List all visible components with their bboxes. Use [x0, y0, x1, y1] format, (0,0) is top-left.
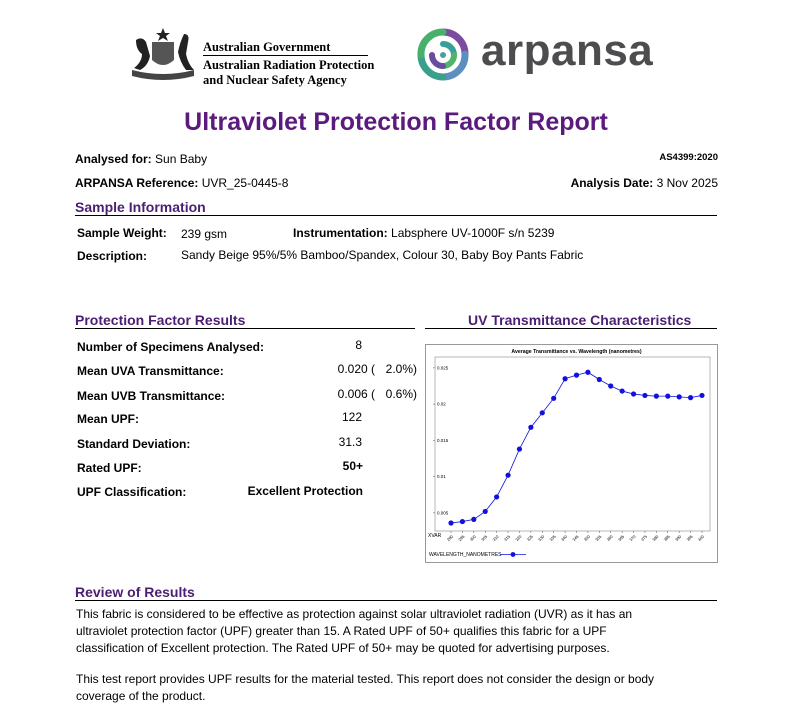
- review-line: ultraviolet protection factor (UPF) greater than 15. A Rated UPF of 50+ qualifies this fabric for a UPF: [76, 624, 607, 638]
- x-tick-label: 390: [673, 533, 683, 543]
- transmittance-chart: [425, 344, 718, 563]
- result-value: 31.3: [338, 435, 362, 449]
- instrumentation: [293, 226, 554, 240]
- data-point: [494, 494, 499, 499]
- result-label: Mean UPF:: [77, 412, 140, 426]
- x-tick-label: 365: [616, 533, 626, 543]
- report-title: Ultraviolet Protection Factor Report: [184, 108, 608, 136]
- data-point: [528, 425, 533, 430]
- result-value: 0.020 (: [337, 362, 375, 376]
- data-point: [699, 393, 704, 398]
- chart-svg: [426, 345, 717, 562]
- gov-line-3: and Nuclear Safety Agency: [203, 73, 347, 87]
- data-point: [620, 388, 625, 393]
- data-point: [460, 519, 465, 524]
- data-point: [608, 383, 613, 388]
- review-line: This test report provides UPF results for the material tested. This report does not consider the design or body: [76, 672, 655, 686]
- date-value: 3 Nov 2025: [656, 176, 718, 190]
- instrumentation-value: Labsphere UV-1000F s/n 5239: [391, 226, 555, 240]
- data-point: [540, 410, 545, 415]
- review-rule: [75, 600, 717, 601]
- series-line: [451, 372, 702, 523]
- description-value: Sandy Beige 95%/5% Bamboo/Spandex, Colour 30, Baby Boy Pants Fabric: [181, 248, 584, 262]
- x-tick-label: 375: [639, 533, 649, 543]
- result-label: Mean UVB Transmittance:: [77, 389, 226, 403]
- review-line: This fabric is considered to be effective as protection against solar ultraviolet radiation (UVR) as it has an: [76, 607, 633, 621]
- reference-label: ARPANSA Reference:: [75, 176, 199, 190]
- data-point: [471, 517, 476, 522]
- x-tick-label: 295: [457, 533, 466, 543]
- gov-line-1: Australian Government: [203, 40, 331, 54]
- sample-weight-label: Sample Weight:: [77, 226, 167, 240]
- uv-heading: UV Transmittance Characteristics: [468, 312, 692, 328]
- x-tick-label: 380: [651, 533, 660, 543]
- y-tick-label: 0.025: [437, 365, 449, 371]
- result-label: UPF Classification:: [77, 485, 187, 499]
- data-point: [517, 446, 522, 451]
- analysed-for: [75, 152, 207, 166]
- x-tick-label: 310: [491, 533, 500, 543]
- data-point: [688, 395, 693, 400]
- data-point: [505, 473, 510, 478]
- result-pct: 2.0%): [385, 362, 417, 376]
- reference-value: UVR_25-0445-8: [201, 176, 289, 190]
- description-label: Description:: [77, 249, 148, 263]
- x-tick-label: 325: [525, 533, 534, 543]
- x-tick-label: 345: [571, 533, 580, 543]
- y-tick-label: 0.01: [437, 474, 446, 480]
- result-value: 0.006 (: [337, 387, 375, 401]
- x-tick-label: 360: [605, 533, 614, 543]
- y-tick-label: 0.005: [437, 510, 449, 516]
- uv-rule: [425, 328, 717, 329]
- x-tick-label: 400: [696, 533, 706, 543]
- data-point: [562, 376, 567, 381]
- standard-code: AS4399:2020: [659, 152, 718, 163]
- chart-title: Average Transmittance vs. Wavelength (nanometres): [511, 349, 642, 355]
- result-label: Number of Specimens Analysed:: [77, 340, 264, 354]
- x-tick-label: 355: [594, 533, 603, 543]
- x-tick-label: 350: [582, 533, 591, 543]
- date-label: Analysis Date:: [570, 176, 654, 190]
- data-point: [585, 370, 590, 375]
- review-paragraph-1: [76, 606, 632, 657]
- analysed-for-label: Analysed for:: [75, 152, 152, 166]
- x-tick-label: 330: [537, 533, 546, 543]
- arpansa-wordmark: arpansa: [481, 26, 654, 75]
- gov-divider: [203, 55, 368, 56]
- review-line: coverage of the product.: [76, 689, 206, 703]
- legend-marker: [511, 552, 516, 557]
- x-tick-label: 300: [468, 533, 477, 543]
- y-axis-label: XVAR: [428, 533, 442, 539]
- gov-agency-name: [203, 40, 374, 88]
- x-tick-label: 385: [662, 533, 671, 543]
- x-tick-label: 370: [628, 533, 637, 543]
- results-rule: [75, 328, 415, 329]
- result-value: 122: [341, 410, 362, 424]
- data-point: [665, 394, 670, 399]
- analysed-for-value: Sun Baby: [155, 152, 208, 166]
- data-point: [654, 394, 659, 399]
- result-label: Standard Deviation:: [77, 437, 191, 451]
- instrumentation-label: Instrumentation:: [293, 226, 388, 240]
- review-line: classification of Excellent protection. The Rated UPF of 50+ may be quoted for advertising purposes.: [76, 641, 610, 655]
- result-value: 50+: [342, 459, 363, 473]
- sample-info-rule: [75, 215, 717, 216]
- data-point: [642, 393, 647, 398]
- data-point: [631, 391, 636, 396]
- legend-label: WAVELENGTH_NANOMETRES: [429, 552, 502, 558]
- plot-frame: [435, 357, 710, 531]
- x-tick-label: 290: [445, 533, 455, 543]
- x-tick-label: 315: [502, 533, 512, 543]
- y-tick-label: 0.02: [437, 401, 446, 407]
- data-point: [677, 394, 682, 399]
- coat-of-arms-logo: [128, 26, 198, 84]
- result-label: Rated UPF:: [77, 461, 142, 475]
- sample-weight-value: 239 gsm: [181, 227, 228, 241]
- data-point: [574, 373, 579, 378]
- results-heading: Protection Factor Results: [75, 312, 246, 328]
- x-tick-label: 305: [480, 533, 489, 543]
- data-point: [597, 377, 602, 382]
- y-tick-label: 0.015: [437, 437, 449, 443]
- sample-info-heading: Sample Information: [75, 199, 206, 215]
- x-tick-label: 335: [548, 533, 557, 543]
- data-point: [551, 396, 556, 401]
- data-point: [448, 520, 453, 525]
- result-value: Excellent Protection: [247, 484, 363, 498]
- result-pct: 0.6%): [385, 387, 417, 401]
- x-tick-label: 320: [514, 533, 523, 543]
- gov-line-2: Australian Radiation Protection: [203, 58, 375, 72]
- review-paragraph-2: [76, 671, 654, 705]
- arpansa-reference: [75, 176, 288, 190]
- result-value: 8: [355, 338, 362, 352]
- x-tick-label: 395: [685, 533, 694, 543]
- result-label: Mean UVA Transmittance:: [77, 364, 224, 378]
- analysis-date: [571, 176, 718, 190]
- review-heading: Review of Results: [75, 584, 195, 600]
- x-tick-label: 340: [559, 533, 569, 543]
- arpansa-logo-icon: [412, 24, 474, 86]
- data-point: [483, 509, 488, 514]
